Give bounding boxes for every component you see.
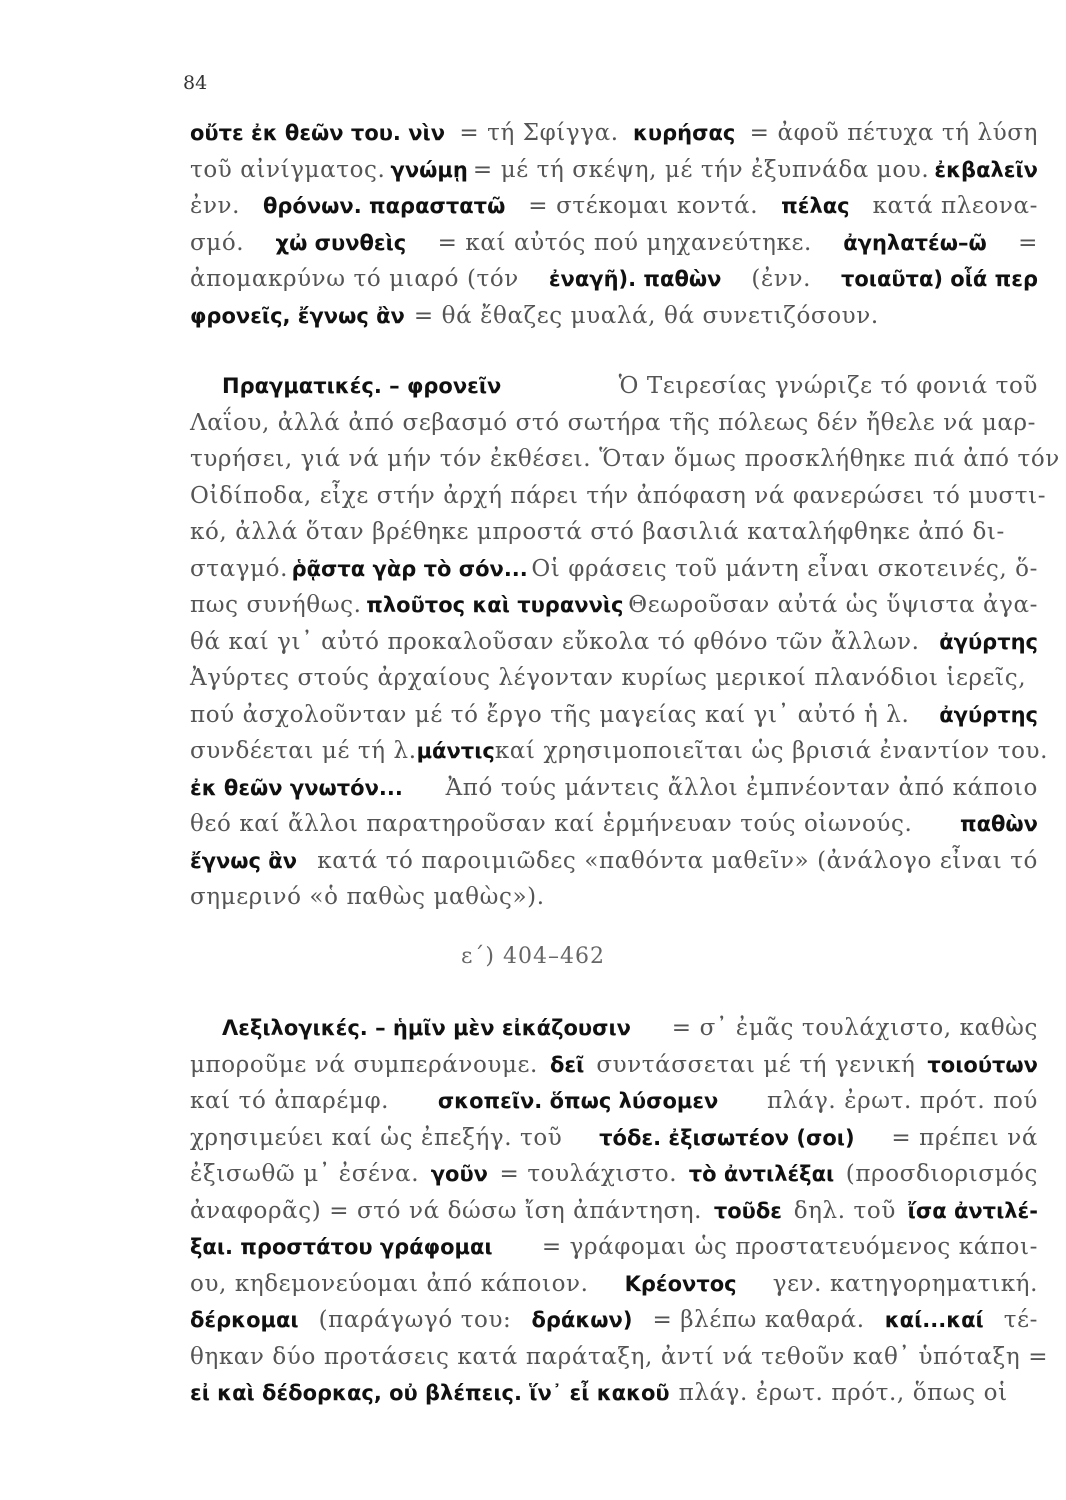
- text-segment: τέ-: [1003, 1307, 1038, 1333]
- text-segment: καί χρησιμοποιεῖται ὡς βρισιά ἐναντίον του.: [494, 738, 1049, 764]
- text-segment: ἀπομακρύνω τό μιαρό (τόν: [190, 266, 519, 292]
- text-segment: = τουλάχιστο.: [499, 1161, 678, 1187]
- bold-term: ἐναγῆ). παθὼν: [548, 267, 722, 291]
- bold-term: τοιαῦτα) οἷά περ: [840, 267, 1038, 291]
- text-line: [190, 1083, 1038, 1120]
- text-segment: κατά τό παροιμιῶδες «παθόντα μαθεῖν» (ἀνάλογο εἶναι τό: [317, 847, 1038, 874]
- bold-term: ἀγύρτης: [939, 702, 1038, 727]
- bold-term: τὸ ἀντιλέξαι: [688, 1162, 835, 1186]
- text-segment: = στέκομαι κοντά.: [528, 193, 759, 219]
- text-segment: = καί αὐτός πού μηχανεύτηκε.: [437, 229, 812, 256]
- text-line: [190, 1339, 1049, 1376]
- text-line: [190, 1266, 1038, 1303]
- text-line: [190, 551, 1038, 588]
- bold-term: πλοῦτος καὶ τυραννὶς: [366, 593, 624, 617]
- text-line: [190, 624, 1038, 661]
- text-segment: κό, ἀλλά ὅταν βρέθηκε μπροστά στό βασιλιά καταλήφθηκε ἀπό δι-: [190, 519, 1005, 545]
- bold-term: πέλας: [781, 194, 850, 218]
- text-line: [222, 1010, 1038, 1047]
- bold-term: Λεξιλογικές. – ἡμῖν μὲν εἰκάζουσιν: [222, 1016, 631, 1040]
- text-segment: γεν. κατηγορηματική.: [772, 1270, 1038, 1297]
- text-line: [190, 188, 1038, 225]
- text-segment: θεό καί ἄλλοι παρατηροῦσαν καί ἑρμήνευαν τούς οἰωνούς.: [190, 811, 913, 837]
- text-segment: σμό.: [190, 229, 245, 256]
- text-line: [190, 225, 1038, 262]
- text-segment: σημερινό «ὁ παθὼς μαθὼς»).: [190, 884, 545, 910]
- text-segment: ἐξισωθῶ μ᾽ ἐσένα.: [190, 1161, 420, 1187]
- bold-term: χὠ συνθεὶς: [275, 230, 407, 255]
- text-line: [190, 514, 1038, 551]
- bold-term: θρόνων. παραστατῶ: [262, 194, 506, 218]
- text-line: [190, 1120, 1038, 1157]
- text-segment: Οἱ φράσεις τοῦ μάντη εἶναι σκοτεινές, ὅ-: [531, 555, 1038, 582]
- bold-term: ἐκβαλεῖν: [934, 157, 1038, 182]
- text-segment: πλάγ. ἐρωτ. πρότ. πού: [767, 1088, 1038, 1114]
- text-line: [190, 660, 1038, 697]
- section-heading: ε΄) 404–462: [461, 944, 605, 969]
- text-line: [190, 733, 1049, 770]
- bold-term: ῥᾷστα γὰρ τὸ σόν...: [291, 556, 528, 581]
- text-segment: καί τό ἀπαρέμφ.: [190, 1088, 390, 1114]
- bold-term: κυρήσας: [633, 121, 736, 145]
- text-segment: πλάγ. ἐρωτ. πρότ., ὅπως οἱ: [678, 1380, 1008, 1406]
- text-segment: τοῦ αἰνίγματος.: [190, 156, 386, 183]
- text-segment: ου, κηδεμονεύομαι ἀπό κάποιον.: [190, 1270, 589, 1297]
- bold-term: τοιούτων: [927, 1052, 1038, 1077]
- text-line: [190, 587, 1038, 624]
- text-segment: ἀναφορᾶς) = στό νά δώσω ἴση ἀπάντηση.: [190, 1197, 703, 1224]
- text-line: [190, 261, 1038, 298]
- text-segment: πού ἀσχολοῦνταν μέ τό ἔργο τῆς μαγείας καί γι᾽ αὐτό ἡ λ.: [190, 701, 910, 728]
- bold-term: γοῦν: [430, 1162, 488, 1186]
- text-segment: Ὁ Τειρεσίας γνώριζε τό φονιά τοῦ: [618, 373, 1038, 399]
- text-line: [190, 1375, 1038, 1412]
- bold-term: δεῖ: [550, 1052, 585, 1077]
- paragraph-3: [190, 1010, 1049, 1412]
- bold-term: σκοπεῖν. ὅπως λύσομεν: [437, 1089, 719, 1113]
- text-segment: ἐνν.: [190, 193, 241, 219]
- text-segment: Οἰδίποδα, εἶχε στήν ἀρχή πάρει τήν ἀπόφαση νά φανερώσει τό μυστι-: [190, 482, 1047, 509]
- text-segment: πως συνήθως.: [190, 592, 362, 618]
- text-segment: θά καί γι᾽ αὐτό προκαλοῦσαν εὔκολα τό φθόνο τῶν ἄλλων.: [190, 628, 920, 655]
- text-line: [190, 1047, 1038, 1084]
- text-line: [190, 1156, 1038, 1193]
- paragraph-1: [190, 115, 1038, 334]
- text-segment: Θεωροῦσαν αὐτά ὡς ὕψιστα ἀγα-: [628, 592, 1038, 618]
- text-segment: τυρήσει, γιά νά μήν τόν ἐκθέσει. Ὅταν ὅμως προσκλήθηκε πιά ἀπό τόν: [190, 446, 1060, 472]
- text-line: [190, 405, 1038, 442]
- paragraph-2: [190, 368, 1060, 916]
- text-segment: = γράφομαι ὡς προστατευόμενος κάποι-: [541, 1234, 1038, 1260]
- text-segment: = σ᾽ ἐμᾶς τουλάχιστο, καθὼς: [671, 1015, 1038, 1041]
- text-segment: Λαΐου, ἀλλά ἀπό σεβασμό στό σωτήρα τῆς πόλεως δέν ἤθελε νά μαρ-: [190, 409, 1037, 436]
- text-line: [190, 879, 1038, 916]
- text-line: [190, 115, 1038, 152]
- bold-term: δέρκομαι: [190, 1308, 299, 1332]
- bold-term: μάντις: [416, 739, 495, 763]
- text-segment: δηλ. τοῦ: [793, 1197, 896, 1224]
- text-line: [190, 843, 1038, 880]
- text-segment: μποροῦμε νά συμπεράνουμε.: [190, 1051, 538, 1078]
- bold-term: ἀγύρτης: [939, 629, 1038, 654]
- text-segment: (προσδιορισμός: [845, 1161, 1038, 1187]
- bold-term: ἐκ θεῶν γνωτόν...: [190, 775, 403, 800]
- bold-term: Πραγματικές. – φρονεῖν: [222, 374, 502, 398]
- text-line: [190, 1193, 1038, 1230]
- text-segment: συνδέεται μέ τή λ.: [190, 738, 417, 764]
- bold-term: τόδε. ἐξισωτέον (σοι): [599, 1125, 855, 1150]
- text-segment: (παράγωγό του:: [318, 1307, 512, 1333]
- text-segment: = θά ἔθαζες μυαλά, θά συνετιζόσουν.: [413, 302, 879, 329]
- bold-term: Κρέοντος: [624, 1271, 737, 1296]
- text-segment: = ἀφοῦ πέτυχα τή λύση: [749, 120, 1038, 146]
- bold-term: ἔγνως ἂν: [190, 848, 298, 873]
- text-segment: = βλέπω καθαρά.: [652, 1307, 865, 1333]
- text-segment: σταγμό.: [190, 555, 289, 582]
- text-segment: κατά πλεονα-: [872, 193, 1038, 219]
- bold-term: ἴσα ἀντιλέ-: [907, 1198, 1038, 1223]
- text-segment: Ἀγύρτες στούς ἀρχαίους λέγονταν κυρίως μερικοί πλανόδιοι ἱερεῖς,: [190, 665, 1027, 691]
- bold-term: καί...καί: [884, 1308, 984, 1332]
- text-segment: =: [1018, 229, 1038, 256]
- bold-term: ἀγηλατέω–ῶ: [843, 230, 987, 255]
- bold-term: ξαι. προστάτου γράφομαι: [190, 1235, 493, 1259]
- text-segment: = τή Σφίγγα.: [459, 120, 619, 146]
- text-segment: = μέ τή σκέψη, μέ τήν ἐξυπνάδα μου.: [472, 156, 930, 183]
- text-line: [190, 697, 1038, 734]
- bold-term: παθὼν: [959, 812, 1038, 836]
- text-line: [190, 806, 1038, 843]
- bold-term: γνώμῃ: [390, 157, 468, 182]
- bold-term: εἰ καὶ δέδορκας, οὐ βλέπεις. ἵν᾽ εἶ κακοῦ: [190, 1381, 670, 1405]
- text-segment: (ἐνν.: [751, 266, 811, 292]
- bold-term: τοῦδε: [713, 1198, 782, 1223]
- text-line: [190, 1302, 1038, 1339]
- bold-term: οὔτε ἐκ θεῶν του. νὶν: [190, 121, 446, 145]
- text-segment: = πρέπει νά: [891, 1124, 1038, 1151]
- text-segment: χρησιμεύει καί ὡς ἐπεξήγ. τοῦ: [190, 1124, 563, 1151]
- text-line: [222, 368, 1038, 405]
- text-line: [190, 441, 1060, 478]
- page-number: 84: [183, 72, 208, 94]
- text-line: [190, 298, 1038, 335]
- text-segment: συντάσσεται μέ τή γενική: [596, 1051, 916, 1078]
- bold-term: δράκων): [531, 1308, 633, 1332]
- text-line: [190, 478, 1047, 515]
- text-line: [190, 770, 1038, 807]
- text-segment: Ἀπό τούς μάντεις ἄλλοι ἐμπνέονταν ἀπό κάποιο: [445, 774, 1038, 801]
- text-line: [190, 1229, 1038, 1266]
- text-segment: θηκαν δύο προτάσεις κατά παράταξη, ἀντί νά τεθοῦν καθ᾽ ὑπόταξη =: [190, 1343, 1049, 1370]
- bold-term: φρονεῖς, ἔγνως ἂν: [190, 303, 405, 328]
- text-line: [190, 152, 1038, 189]
